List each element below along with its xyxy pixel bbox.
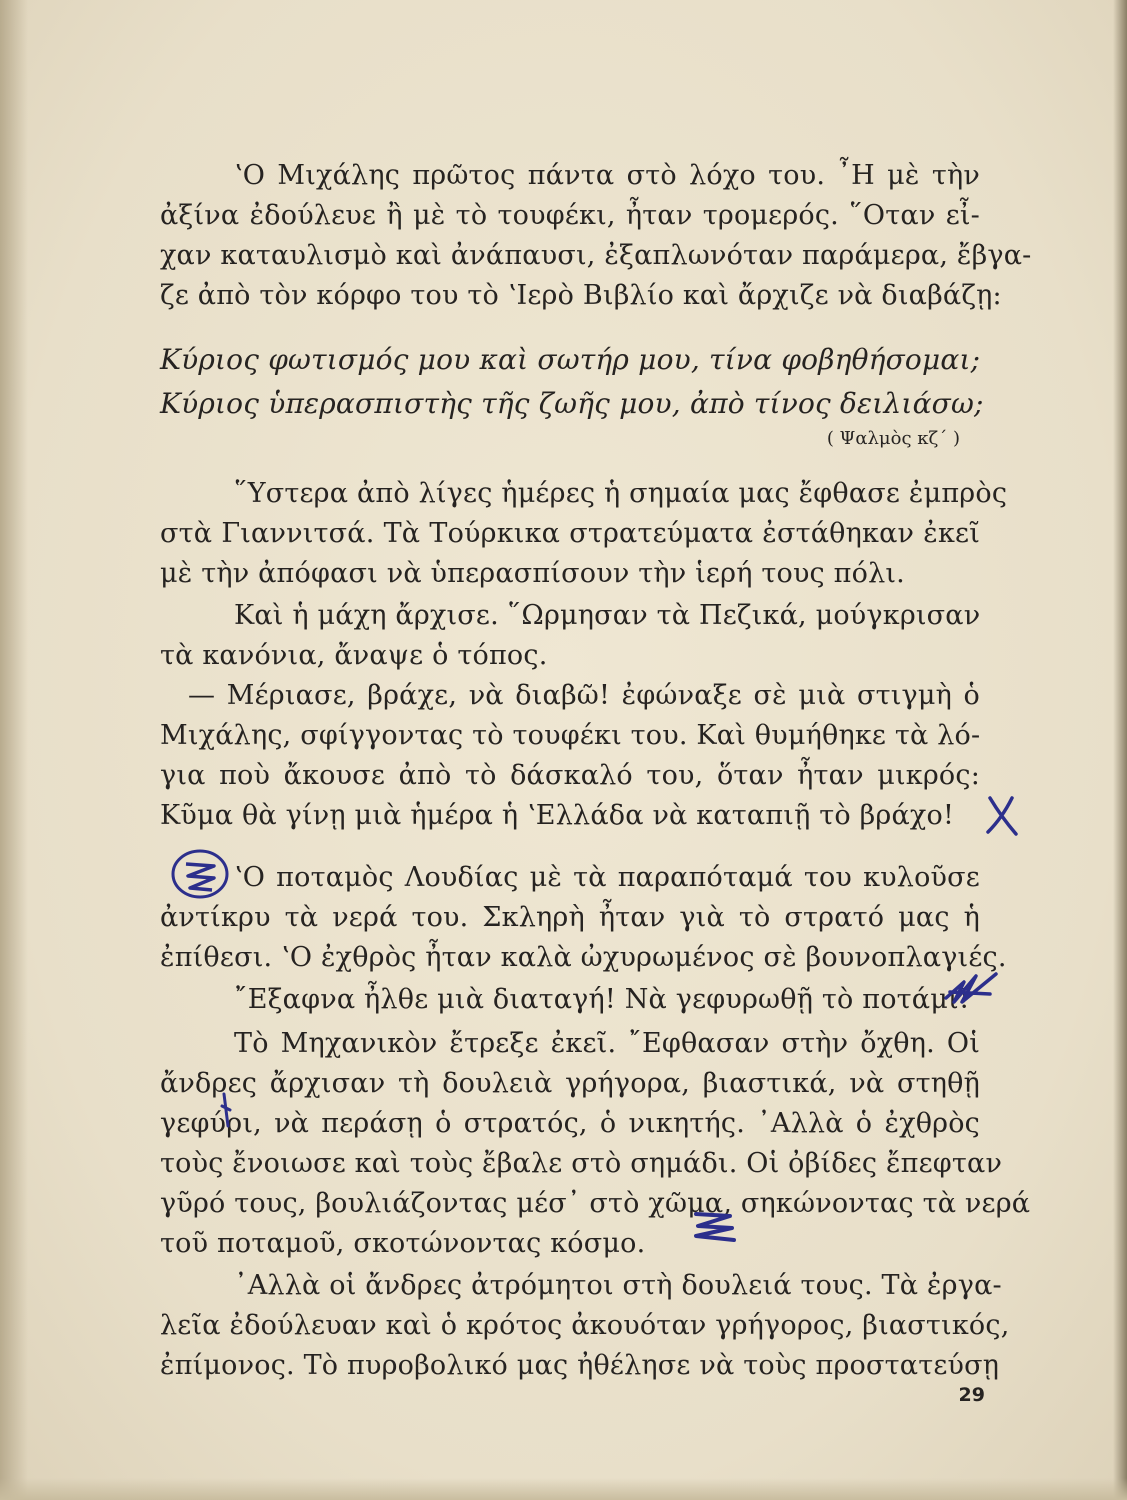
text-line-12: — Μέριασε, βράχε, νὰ διαβῶ! ἐφώναξε σὲ μιὰ στιγμὴ ὁ [188, 680, 980, 711]
text-line-16: ʽΟ ποταμὸς Λουδίας μὲ τὰ παραπόταμά του κυλοῦσε [234, 862, 980, 893]
text-line-20: Τὸ Μηχανικὸν ἔτρεξε ἐκεῖ. ῎Εφθασαν στὴν ὄχθη. Οἱ [234, 1028, 980, 1059]
text-line-26: ᾿Αλλὰ οἱ ἄνδρες ἀτρόμητοι στὴ δουλειά τους. Τὰ ἐργα- [234, 1270, 1002, 1301]
page-number: 29 [958, 1384, 985, 1406]
text-line-13: Μιχάλης, σφίγγοντας τὸ τουφέκι του. Καὶ θυμήθηκε τὰ λό- [160, 720, 981, 751]
text-line-21: ἄνδρες ἄρχισαν τὴ δουλειὰ γρήγορα, βιαστικά, νὰ στηθῇ [160, 1068, 980, 1099]
text-line-9: μὲ τὴν ἀπόφασι νὰ ὑπερασπίσουν τὴν ἱερή τους πόλι. [160, 558, 905, 589]
text-line-10: Καὶ ἡ μάχη ἄρχισε. ῞Ωρμησαν τὰ Πεζικά, μούγκρισαν [234, 600, 981, 631]
text-line-22: γεφύρι, νὰ περάσῃ ὁ στρατός, ὁ νικητής. ᾿Αλλὰ ὁ ἐχθρὸς [160, 1108, 980, 1139]
text-line-28: ἐπίμονος. Τὸ πυροβολικό μας ἠθέλησε νὰ τοὺς προστατεύσῃ [160, 1350, 1000, 1381]
text-line-15: Κῦμα θὰ γίνῃ μιὰ ἡμέρα ἡ ʽΕλλάδα νὰ καταπιῇ τὸ βράχο! [160, 800, 954, 831]
text-line-1: ʽΟ Μιχάλης πρῶτος πάντα στὸ λόχο του. ῏Η μὲ τὴν [234, 160, 980, 191]
text-line-25: τοῦ ποταμοῦ, σκοτώνοντας κόσμο. [160, 1228, 646, 1259]
pen-circled-scribble-icon [168, 846, 234, 902]
page-bottom-shadow [0, 1478, 1127, 1500]
text-line-19: ῎Εξαφνα ἦλθε μιὰ διαταγή! Νὰ γεφυρωθῇ τὸ ποτάμι! [234, 984, 970, 1015]
pen-cross-mark-icon [982, 792, 1022, 838]
psalm-reference: ( Ψαλμὸς κζ΄ ) [826, 428, 960, 449]
psalm-line-2: Κύριος ὑπερασπιστὴς τῆς ζωῆς μου, ἀπὸ τίνος δειλιάσω; [160, 387, 984, 420]
pen-zigzag-mark-icon [686, 1206, 742, 1246]
text-line-4: ζε ἀπὸ τὸν κόρφο του τὸ ʽΙερὸ Βιβλίο καὶ ἄρχιζε νὰ διαβάζῃ: [160, 280, 1002, 311]
text-line-17: ἀντίκρυ τὰ νερά του. Σκληρὴ ἦταν γιὰ τὸ στρατό μας ἡ [160, 902, 980, 933]
page-edge-shadow [1113, 0, 1127, 1500]
text-line-11: τὰ κανόνια, ἄναψε ὁ τόπος. [160, 640, 548, 671]
page-binding-shadow [0, 0, 28, 1500]
text-line-14: για ποὺ ἄκουσε ἀπὸ τὸ δάσκαλό του, ὅταν ἦταν μικρός: [160, 760, 980, 791]
text-line-24: γῦρό τους, βουλιάζοντας μέσ᾿ στὸ χῶμα, σηκώνοντας τὰ νερά [160, 1188, 1031, 1219]
text-line-2: ἀξίνα ἐδούλευε ἢ μὲ τὸ τουφέκι, ἦταν τρομερός. ῞Οταν εἶ- [160, 200, 980, 231]
pen-scribble-mark-icon [940, 968, 1002, 1010]
pen-stroke-mark-icon [218, 1090, 234, 1130]
text-line-3: χαν καταυλισμὸ καὶ ἀνάπαυσι, ἐξαπλωνόταν παράμερα, ἔβγα- [160, 240, 1032, 271]
text-line-23: τοὺς ἔνοιωσε καὶ τοὺς ἔβαλε στὸ σημάδι. Οἱ ὀβίδες ἔπεφταν [160, 1148, 1003, 1179]
psalm-line-1: Κύριος φωτισμός μου καὶ σωτήρ μου, τίνα φοβηθήσομαι; [160, 343, 981, 376]
text-line-27: λεῖα ἐδούλευαν καὶ ὁ κρότος ἀκουόταν γρήγορος, βιαστικός, [160, 1310, 1010, 1341]
text-line-18: ἐπίθεσι. ʽΟ ἐχθρὸς ἦταν καλὰ ὠχυρωμένος σὲ βουνοπλαγιές. [160, 942, 1007, 973]
text-line-7: ῞Υστερα ἀπὸ λίγες ἡμέρες ἡ σημαία μας ἔφθασε ἐμπρὸς [234, 478, 1008, 509]
text-line-8: στὰ Γιαννιτσά. Τὰ Τούρκικα στρατεύματα ἐστάθηκαν ἐκεῖ [160, 518, 980, 549]
